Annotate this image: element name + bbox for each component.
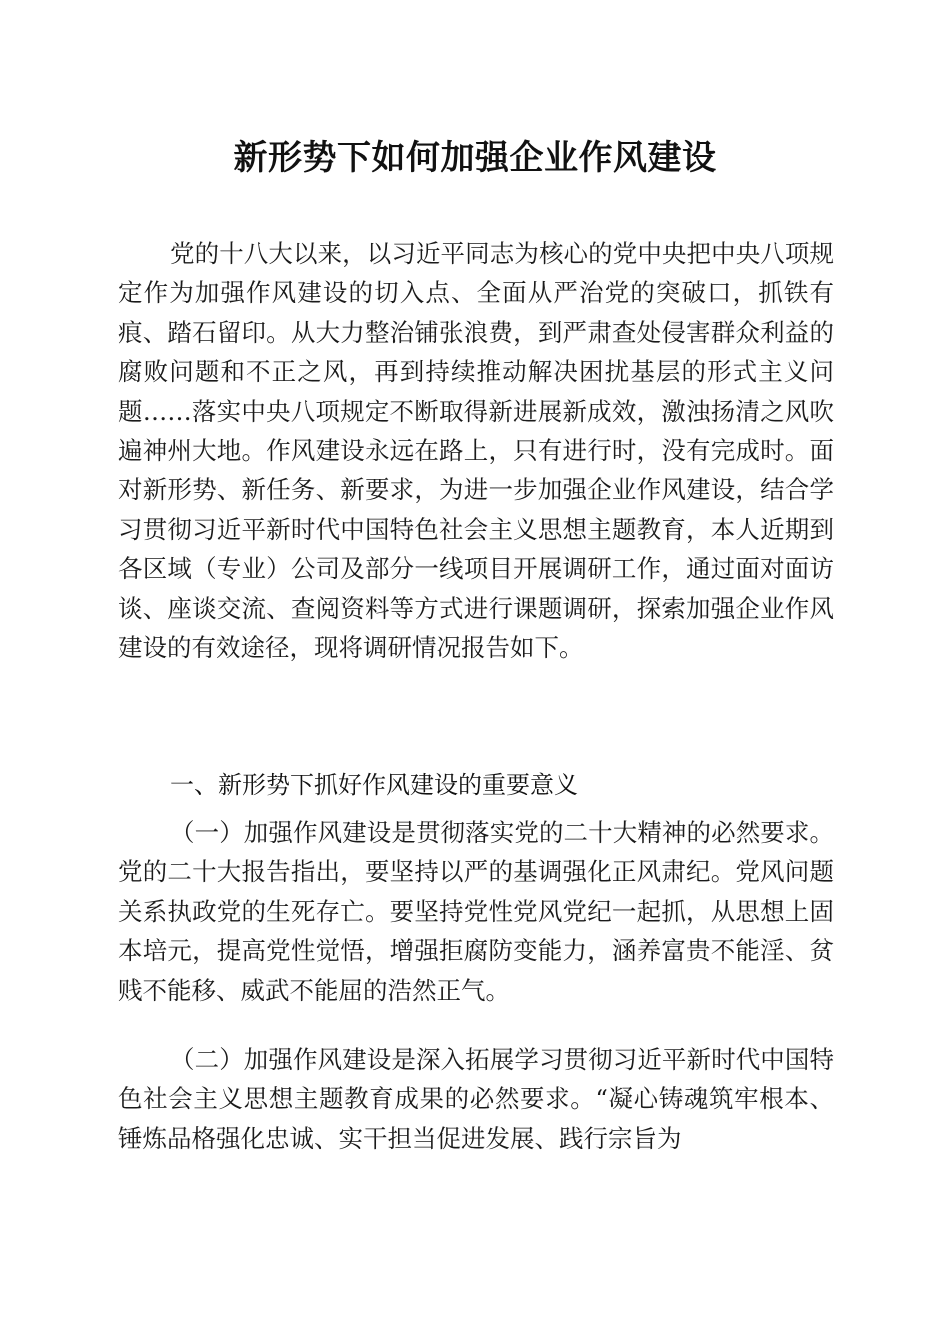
document-title: 新形势下如何加强企业作风建设 <box>233 138 717 178</box>
section-heading: 一、新形势下抓好作风建设的重要意义 <box>170 771 578 799</box>
intro-block <box>118 234 834 667</box>
subsection-1-block <box>118 813 834 1010</box>
intro-paragraph: 党的十八大以来，以习近平同志为核心的党中央把中央八项规定作为加强作风建设的切入点、全面从严治党的突破口，抓铁有痕、踏石留印。从大力整治铺张浪费，到严肃查处侵害群众利益的腐败问题和不正之风，再到持续推动解决困扰基层的形式主义问题……落实中央八项规定不断取得新进展新成效，激浊扬清之风吹遍神州大地。作风建设永远在路上，只有进行时，没有完成时。面对新形势、新任务、新要求，为进一步加强企业作风建设，结合学习贯彻习近平新时代中国特色社会主义思想主题教育，本人近期到各区域（专业）公司及部分一线项目开展调研工作，通过面对面访谈、座谈交流、查阅资料等方式进行课题调研，探索加强企业作风建设的有效途径，现将调研情况报告如下。 <box>118 239 834 663</box>
section-heading-block <box>118 766 834 805</box>
subsection-1-paragraph: （一）加强作风建设是贯彻落实党的二十大精神的必然要求。党的二十大报告指出，要坚持以严的基调强化正风肃纪。党风问题关系执政党的生死存亡。要坚持党性党风党纪一起抓，从思想上固本培元，提高党性觉悟，增强拒腐防变能力，涵养富贵不能淫、贫贱不能移、威武不能屈的浩然正气。 <box>118 818 834 1005</box>
subsection-2-block <box>118 1040 834 1158</box>
subsection-2-paragraph: （二）加强作风建设是深入拓展学习贯彻习近平新时代中国特色社会主义思想主题教育成果的必然要求。“凝心铸魂筑牢根本、锤炼品格强化忠诚、实干担当促进发展、践行宗旨为 <box>118 1045 834 1153</box>
